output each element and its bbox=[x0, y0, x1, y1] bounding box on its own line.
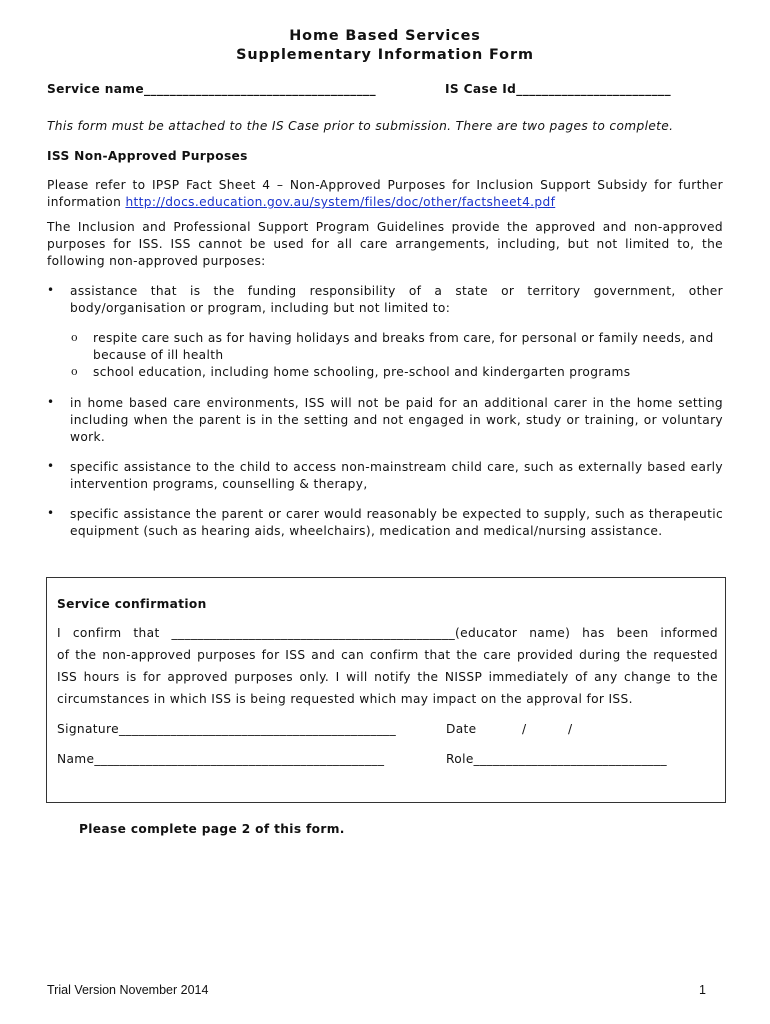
complete-page-2-notice: Please complete page 2 of this form. bbox=[79, 822, 345, 836]
date-label: Date bbox=[446, 722, 477, 736]
fact-sheet-link[interactable]: http://docs.education.gov.au/system/files/doc/other/factsheet4.pdf bbox=[125, 195, 556, 209]
paragraph-line bbox=[47, 194, 723, 211]
bullet-marker: • bbox=[47, 506, 55, 520]
list-item: including when the parent is in the setting and not engaged in work, study or training, or voluntary bbox=[70, 413, 723, 427]
list-item: equipment (such as hearing aids, wheelchairs), medication and medical/nursing assistance. bbox=[70, 524, 663, 538]
paragraph-line: purposes for ISS. ISS cannot be used for all care arrangements, including, but not limited to, the bbox=[47, 237, 723, 251]
name-field[interactable]: Name_____________________________________________ bbox=[57, 752, 385, 766]
list-item: intervention programs, counselling & therapy, bbox=[70, 477, 368, 491]
sub-bullet-marker: o bbox=[71, 331, 78, 344]
list-item: specific assistance the parent or carer would reasonably be expected to supply, such as therapeutic bbox=[70, 507, 723, 521]
confirmation-text: circumstances in which ISS is being requested which may impact on the approval for ISS. bbox=[57, 692, 633, 706]
date-separator: / bbox=[568, 722, 573, 736]
list-item: in home based care environments, ISS will not be paid for an additional carer in the home setting bbox=[70, 396, 723, 410]
list-item: specific assistance to the child to access non-mainstream child care, such as externally based early bbox=[70, 460, 723, 474]
confirmation-text: ISS hours is for approved purposes only. I will notify the NISSP immediately of any change to the bbox=[57, 670, 718, 684]
educator-name-field[interactable]: I confirm that ____________________________________________(educator name) has been informed bbox=[57, 626, 718, 640]
section-heading: ISS Non-Approved Purposes bbox=[47, 149, 248, 163]
bullet-marker: • bbox=[47, 395, 55, 409]
sub-bullet-marker: o bbox=[71, 365, 78, 378]
paragraph-line: The Inclusion and Professional Support Program Guidelines provide the approved and non-approved bbox=[47, 220, 723, 234]
bullet-marker: • bbox=[47, 283, 55, 297]
form-title: Home Based Services bbox=[289, 28, 481, 44]
bullet-marker: • bbox=[47, 459, 55, 473]
signature-field[interactable]: Signature___________________________________________ bbox=[57, 722, 397, 736]
footer-version: Trial Version November 2014 bbox=[47, 983, 209, 997]
confirmation-heading: Service confirmation bbox=[57, 597, 207, 611]
form-subtitle: Supplementary Information Form bbox=[236, 47, 534, 63]
service-name-field[interactable]: Service name____________________________________ bbox=[47, 82, 376, 96]
paragraph-line: Please refer to IPSP Fact Sheet 4 – Non-Approved Purposes for Inclusion Support Subsidy for further bbox=[47, 178, 723, 192]
case-id-field[interactable]: IS Case Id________________________ bbox=[445, 82, 671, 96]
info-label: information bbox=[47, 195, 122, 209]
sub-list-item: school education, including home schooling, pre-school and kindergarten programs bbox=[93, 365, 631, 379]
confirmation-text: of the non-approved purposes for ISS and can confirm that the care provided during the requested bbox=[57, 648, 718, 662]
sub-list-item: respite care such as for having holidays and breaks from care, for personal or family needs, and bbox=[93, 331, 714, 345]
sub-list-item: because of ill health bbox=[93, 348, 224, 362]
date-separator: / bbox=[522, 722, 527, 736]
role-field[interactable]: Role______________________________ bbox=[446, 752, 667, 766]
list-item: body/organisation or program, including but not limited to: bbox=[70, 301, 451, 315]
intro-text: This form must be attached to the IS Case prior to submission. There are two pages to complete. bbox=[47, 119, 674, 133]
page-number: 1 bbox=[699, 983, 706, 997]
list-item: assistance that is the funding responsibility of a state or territory government, other bbox=[70, 284, 723, 298]
paragraph-line: following non-approved purposes: bbox=[47, 254, 266, 268]
list-item: work. bbox=[70, 430, 106, 444]
